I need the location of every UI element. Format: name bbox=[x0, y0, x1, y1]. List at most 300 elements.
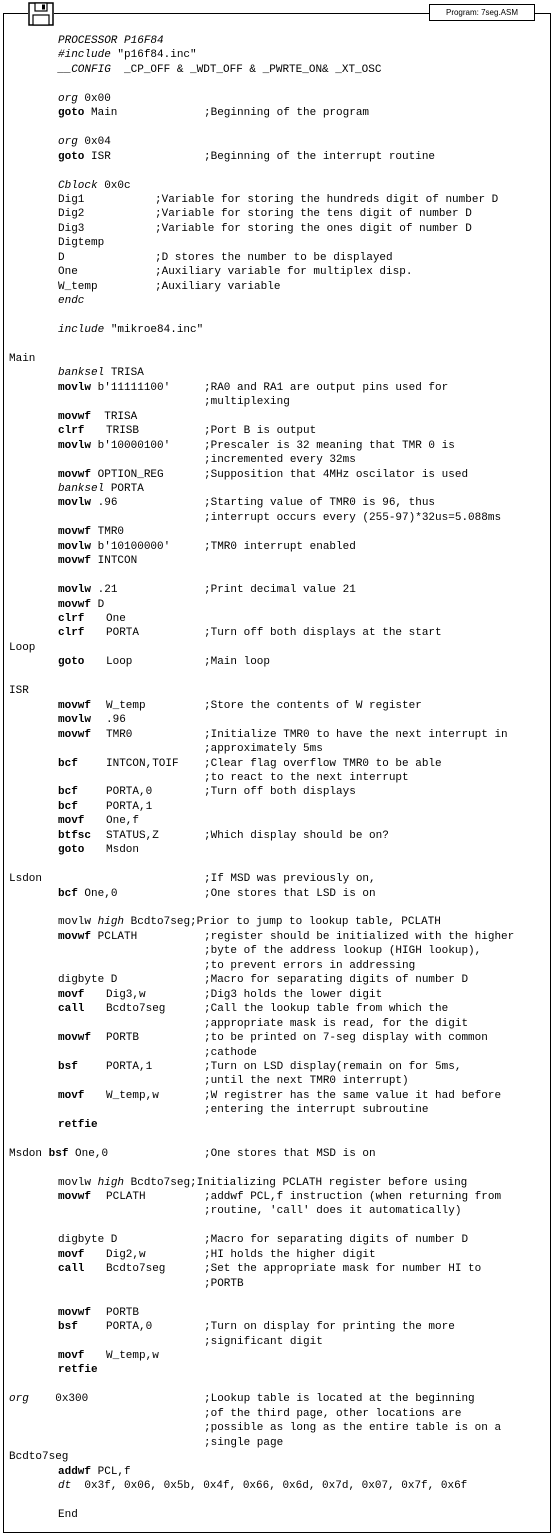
code-segment bbox=[58, 843, 84, 857]
code-token: digbyte D bbox=[58, 1234, 118, 1247]
code-segment bbox=[58, 1060, 78, 1074]
code-token: ;Dig3 holds the lower digit bbox=[204, 988, 383, 1001]
code-segment bbox=[204, 1074, 409, 1088]
code-segment bbox=[106, 800, 152, 814]
code-token: bcf bbox=[58, 887, 78, 900]
code-segment bbox=[204, 106, 369, 120]
code-token: ;addwf PCL,f instruction (when returning from bbox=[204, 1191, 502, 1203]
code-token: ;Variable for storing the tens digit of number D bbox=[155, 208, 472, 221]
code-segment bbox=[9, 1450, 68, 1464]
code-segment bbox=[204, 1248, 376, 1262]
code-segment bbox=[204, 1017, 468, 1031]
code-token: ;Port B is output bbox=[204, 425, 317, 438]
code-segment bbox=[58, 800, 78, 814]
code-segment bbox=[58, 554, 137, 568]
code-token: ;Auxiliary variable bbox=[155, 280, 281, 293]
code-segment bbox=[204, 699, 422, 713]
code-segment bbox=[106, 1060, 152, 1074]
code-segment bbox=[204, 785, 356, 799]
code-token: Dig2,w bbox=[106, 1248, 146, 1261]
code-token: retfie bbox=[58, 1364, 98, 1377]
code-token: ;entering the interrupt subroutine bbox=[204, 1104, 429, 1117]
code-token: INTCON,TOIF bbox=[106, 757, 179, 770]
code-token: ;One stores that LSD is on bbox=[204, 887, 376, 900]
code-token: ;If MSD was previously on, bbox=[204, 873, 376, 886]
code-segment bbox=[58, 179, 131, 193]
code-token: ;Macro for separating digits of number D bbox=[204, 1234, 469, 1247]
code-token: goto bbox=[58, 844, 85, 857]
code-segment bbox=[58, 482, 144, 496]
code-token: PCLATH bbox=[106, 1191, 146, 1203]
code-segment bbox=[58, 915, 441, 929]
code-segment bbox=[58, 48, 197, 62]
code-segment bbox=[58, 785, 78, 799]
code-segment bbox=[204, 1436, 283, 1450]
code-token: movwf bbox=[58, 1191, 92, 1203]
code-segment bbox=[58, 757, 78, 771]
code-token: D bbox=[58, 251, 65, 264]
code-segment bbox=[155, 207, 472, 221]
code-segment bbox=[58, 887, 117, 901]
code-segment bbox=[204, 1233, 468, 1247]
code-token: ;incremented every 32ms bbox=[204, 454, 356, 467]
code-token: ;Clear flag overflow TMR0 to be able bbox=[204, 757, 442, 770]
code-segment bbox=[204, 1407, 461, 1421]
code-token: TMR0 bbox=[106, 728, 133, 741]
code-token: movwf bbox=[58, 598, 92, 611]
code-token: "p16f84.inc" bbox=[110, 49, 197, 62]
code-segment bbox=[106, 728, 132, 742]
code-segment bbox=[9, 872, 42, 886]
code-segment bbox=[58, 598, 104, 612]
code-token: W_temp,w bbox=[106, 1089, 159, 1102]
code-segment bbox=[204, 872, 376, 886]
code-token: org bbox=[9, 1393, 29, 1406]
code-token: btfsc bbox=[58, 829, 92, 842]
code-token: bcf bbox=[58, 757, 78, 770]
code-token: PCLATH bbox=[91, 930, 138, 943]
code-token: movlw bbox=[58, 1176, 92, 1189]
code-segment bbox=[155, 193, 498, 207]
code-token: One,0 bbox=[68, 1147, 109, 1160]
code-segment bbox=[106, 1320, 152, 1334]
code-segment bbox=[58, 1262, 84, 1276]
code-token: movf bbox=[58, 1089, 85, 1102]
code-token: ;Auxiliary variable for multiplex disp. bbox=[155, 266, 413, 279]
code-segment bbox=[106, 626, 139, 640]
code-token: movwf bbox=[58, 526, 92, 539]
code-segment bbox=[58, 1306, 91, 1320]
code-segment bbox=[58, 410, 137, 424]
code-token: ;Initialize TMR0 to have the next interrupt in bbox=[204, 728, 508, 741]
code-segment bbox=[58, 424, 84, 438]
code-segment bbox=[204, 1046, 257, 1060]
code-segment bbox=[58, 1190, 91, 1204]
code-segment bbox=[204, 930, 514, 944]
code-token: movlw bbox=[58, 584, 92, 597]
code-segment bbox=[58, 829, 91, 843]
code-token: Msdon bbox=[106, 844, 140, 857]
code-segment bbox=[204, 1262, 481, 1276]
code-token: Bcdto7seg bbox=[9, 1451, 69, 1464]
code-segment bbox=[106, 612, 126, 626]
code-segment bbox=[106, 655, 132, 669]
code-token: movf bbox=[58, 1248, 85, 1261]
code-segment bbox=[58, 612, 84, 626]
code-segment bbox=[204, 1002, 448, 1016]
code-token: ;Turn off both displays at the start bbox=[204, 627, 442, 640]
code-segment bbox=[58, 323, 203, 337]
code-token: Cblock bbox=[58, 179, 98, 192]
code-token: W_temp bbox=[58, 280, 98, 293]
code-token: ;Variable for storing the ones digit of number D bbox=[155, 222, 472, 235]
code-segment bbox=[204, 1103, 428, 1117]
code-token: OPTION_REG bbox=[91, 468, 164, 481]
code-token: goto bbox=[58, 107, 85, 120]
code-token: 0x3f, 0x06, 0x5b, 0x4f, 0x66, 0x6d, 0x7d, 0x07, 0x7f, 0x6f bbox=[71, 1480, 468, 1492]
code-token: movlw bbox=[58, 439, 92, 452]
code-token: ;Print decimal value 21 bbox=[204, 584, 356, 597]
code-token: W_temp,w bbox=[106, 1349, 159, 1362]
code-segment bbox=[204, 728, 508, 742]
code-token: movf bbox=[58, 1349, 85, 1362]
code-segment bbox=[204, 973, 468, 987]
code-token: "mikroe84.inc" bbox=[104, 324, 204, 336]
code-segment bbox=[204, 887, 376, 901]
code-token: addwf bbox=[58, 1465, 92, 1478]
code-token: TMR0 bbox=[91, 526, 125, 539]
code-segment bbox=[204, 1421, 501, 1435]
code-segment bbox=[58, 1233, 117, 1247]
code-segment bbox=[58, 150, 111, 164]
code-token: PORTA,0 bbox=[106, 786, 153, 799]
code-token: high bbox=[97, 916, 125, 929]
code-token: PORTA,0 bbox=[106, 1321, 153, 1334]
code-segment bbox=[106, 1306, 139, 1320]
code-token: Main bbox=[84, 107, 118, 120]
code-segment bbox=[58, 713, 91, 727]
code-token: movf bbox=[58, 815, 85, 828]
code-token: 0x04 bbox=[77, 136, 111, 149]
code-segment bbox=[58, 193, 84, 207]
code-token: Bcdto7seg;Initializing PCLATH register before using bbox=[124, 1176, 468, 1189]
code-segment bbox=[58, 63, 381, 77]
code-token bbox=[91, 916, 98, 928]
code-segment bbox=[106, 424, 139, 438]
code-segment bbox=[58, 1002, 84, 1016]
code-token: org bbox=[58, 92, 78, 105]
code-token: STATUS,Z bbox=[106, 829, 159, 842]
code-token: One bbox=[58, 266, 78, 279]
code-segment bbox=[58, 1349, 84, 1363]
code-token: ;appropriate mask is read, for the digit bbox=[204, 1017, 469, 1030]
code-token: Dig3,w bbox=[106, 988, 146, 1001]
code-token: call bbox=[58, 1263, 85, 1276]
code-token: Lsdon bbox=[9, 873, 43, 886]
code-token bbox=[42, 1148, 49, 1160]
code-token: ;approximately 5ms bbox=[204, 743, 323, 756]
code-segment bbox=[58, 540, 170, 554]
code-token: Dig2 bbox=[58, 208, 85, 221]
code-token: include bbox=[58, 324, 105, 336]
code-segment bbox=[58, 626, 84, 640]
code-token: .96 bbox=[91, 497, 118, 510]
code-segment bbox=[204, 1147, 376, 1161]
program-filename-label: Program: 7seg.ASM bbox=[429, 4, 535, 21]
code-token: Digtemp bbox=[58, 237, 105, 250]
code-token: ;routine, 'call' does it automatically) bbox=[204, 1205, 462, 1218]
code-segment bbox=[204, 1204, 461, 1218]
code-token: One bbox=[106, 613, 126, 625]
code-token: _CP_OFF & _WDT_OFF & _PWRTE_ON& _XT_OSC bbox=[110, 63, 382, 76]
code-token: bsf bbox=[58, 1060, 78, 1073]
code-token: bcf bbox=[58, 786, 78, 799]
code-segment bbox=[204, 540, 356, 554]
code-segment bbox=[58, 1465, 131, 1479]
code-token: clrf bbox=[58, 613, 85, 625]
code-segment bbox=[58, 251, 65, 265]
code-token: ;to react to the next interrupt bbox=[204, 771, 409, 784]
code-segment bbox=[58, 655, 84, 669]
code-segment bbox=[106, 1248, 146, 1262]
code-token bbox=[91, 1177, 98, 1189]
code-token: call bbox=[58, 1003, 85, 1016]
code-token: .21 bbox=[91, 584, 118, 597]
code-segment bbox=[204, 742, 323, 756]
code-token: ;W registrer has the same value it had before bbox=[204, 1089, 502, 1102]
code-token: movwf bbox=[58, 410, 92, 423]
code-token: goto bbox=[58, 656, 85, 669]
code-segment bbox=[58, 699, 91, 713]
code-token: 0x0c bbox=[97, 179, 131, 192]
code-token: bcf bbox=[58, 800, 78, 813]
code-token: PORTA,1 bbox=[106, 1060, 153, 1073]
code-token: #include bbox=[58, 49, 111, 62]
save-disk-icon[interactable] bbox=[28, 2, 54, 26]
code-token: 0x300 bbox=[28, 1393, 89, 1406]
code-token: movlw bbox=[58, 916, 92, 929]
code-token: Bcdto7seg;Prior to jump to lookup table, PCLATH bbox=[124, 916, 441, 929]
code-segment bbox=[204, 1190, 501, 1204]
code-token: ISR bbox=[84, 150, 111, 163]
code-token: PORTA bbox=[104, 482, 144, 495]
code-segment bbox=[106, 785, 152, 799]
code-segment bbox=[58, 280, 98, 294]
code-token: movlw bbox=[58, 714, 92, 727]
code-token: Bcdto7seg bbox=[106, 1263, 166, 1276]
code-segment bbox=[106, 814, 139, 828]
code-token: clrf bbox=[58, 425, 85, 438]
code-token: 0x00 bbox=[77, 92, 111, 105]
code-token: high bbox=[97, 1176, 125, 1189]
code-token: INTCON bbox=[91, 555, 138, 568]
code-token: ;TMR0 interrupt enabled bbox=[204, 540, 356, 553]
code-token: ;Beginning of the program bbox=[204, 107, 370, 120]
code-token: ;Beginning of the interrupt routine bbox=[204, 150, 436, 163]
code-token: b'10100000' bbox=[91, 540, 171, 553]
code-token: ;interrupt occurs every (255-97)*32us=5.088ms bbox=[204, 511, 502, 524]
code-segment bbox=[58, 1248, 84, 1262]
code-segment bbox=[204, 453, 356, 467]
code-token: movwf bbox=[58, 728, 92, 741]
code-token: ;significant digit bbox=[204, 1335, 323, 1348]
code-segment bbox=[155, 280, 280, 294]
code-token: dt bbox=[58, 1480, 72, 1492]
code-token: ;Which display should be on? bbox=[204, 829, 389, 842]
code-segment bbox=[58, 265, 78, 279]
code-segment bbox=[58, 135, 111, 149]
code-token: Main bbox=[9, 352, 36, 365]
code-token: ;Supposition that 4MHz oscilator is used bbox=[204, 468, 469, 481]
code-token: b'11111100' bbox=[91, 381, 171, 394]
code-segment bbox=[204, 988, 382, 1002]
code-segment bbox=[58, 525, 124, 539]
code-token: ;Prescaler is 32 meaning that TMR 0 is bbox=[204, 439, 455, 452]
code-segment bbox=[204, 468, 468, 482]
code-token: PROCESSOR P16F84 bbox=[58, 35, 164, 47]
code-segment bbox=[106, 1349, 159, 1363]
code-segment bbox=[58, 439, 170, 453]
code-token: org bbox=[58, 136, 78, 149]
code-segment bbox=[204, 583, 356, 597]
code-segment bbox=[204, 496, 435, 510]
code-token: Loop bbox=[9, 641, 36, 654]
code-token: Loop bbox=[106, 656, 133, 669]
code-segment bbox=[204, 424, 316, 438]
code-segment bbox=[58, 381, 170, 395]
code-segment bbox=[106, 1190, 146, 1204]
code-token: ;Call the lookup table from which the bbox=[204, 1003, 449, 1016]
code-segment bbox=[204, 1089, 501, 1103]
code-segment bbox=[204, 655, 270, 669]
code-segment bbox=[155, 265, 412, 279]
code-segment bbox=[204, 381, 448, 395]
code-segment bbox=[9, 684, 29, 698]
code-token: TRISB bbox=[106, 425, 140, 438]
code-token: ;register should be initialized with the higher bbox=[204, 930, 515, 943]
code-token: ;possible as long as the entire table is on a bbox=[204, 1422, 502, 1435]
code-token: ;Turn off both displays bbox=[204, 786, 356, 799]
code-segment bbox=[204, 1335, 323, 1349]
code-segment bbox=[58, 583, 117, 597]
code-segment bbox=[106, 1002, 165, 1016]
code-token: movlw bbox=[58, 381, 92, 394]
code-token: ;PORTB bbox=[204, 1277, 244, 1290]
code-segment bbox=[204, 511, 501, 525]
code-token: bsf bbox=[58, 1321, 78, 1334]
code-segment bbox=[204, 944, 481, 958]
code-segment bbox=[58, 236, 104, 250]
code-segment bbox=[58, 1479, 467, 1493]
code-segment bbox=[204, 1320, 455, 1334]
code-segment bbox=[58, 1118, 98, 1132]
code-segment bbox=[58, 1363, 98, 1377]
code-token: ;Set the appropriate mask for number HI to bbox=[204, 1263, 482, 1276]
code-segment bbox=[58, 1320, 78, 1334]
code-segment bbox=[106, 843, 139, 857]
code-segment bbox=[9, 1147, 108, 1161]
code-token: Dig1 bbox=[58, 193, 85, 206]
code-token: PORTB bbox=[106, 1032, 140, 1045]
code-segment bbox=[9, 641, 35, 655]
code-token: ;Main loop bbox=[204, 656, 271, 669]
code-token: banksel bbox=[58, 367, 105, 380]
code-token: One,f bbox=[106, 815, 140, 828]
code-token: .96 bbox=[106, 714, 126, 727]
code-token: ;Store the contents of W register bbox=[204, 699, 422, 712]
code-token: ;multiplexing bbox=[204, 396, 290, 409]
code-segment bbox=[204, 959, 415, 973]
code-token: ;single page bbox=[204, 1436, 284, 1449]
code-segment bbox=[106, 829, 159, 843]
code-segment bbox=[58, 930, 137, 944]
code-token: movwf bbox=[58, 1306, 92, 1319]
code-token: movwf bbox=[58, 930, 92, 943]
code-segment bbox=[9, 352, 35, 366]
code-token: ;cathode bbox=[204, 1046, 257, 1059]
code-segment bbox=[204, 1060, 461, 1074]
code-token: TRISA bbox=[91, 410, 138, 423]
code-token: movlw bbox=[58, 497, 92, 510]
code-segment bbox=[58, 468, 164, 482]
code-segment bbox=[58, 496, 117, 510]
code-token: Msdon bbox=[9, 1147, 43, 1160]
code-segment bbox=[58, 973, 117, 987]
code-token: ;to prevent errors in addressing bbox=[204, 959, 416, 972]
code-segment bbox=[58, 222, 84, 236]
code-segment bbox=[58, 1089, 84, 1103]
code-segment bbox=[58, 92, 111, 106]
code-segment bbox=[204, 1031, 488, 1045]
code-token: ;until the next TMR0 interrupt) bbox=[204, 1075, 409, 1088]
code-token: ;HI holds the higher digit bbox=[204, 1248, 376, 1261]
code-segment bbox=[204, 771, 409, 785]
code-token: movwf bbox=[58, 468, 92, 481]
code-token: goto bbox=[58, 150, 85, 163]
code-segment bbox=[106, 757, 179, 771]
code-token: Dig3 bbox=[58, 222, 85, 235]
code-token: PORTB bbox=[106, 1306, 140, 1319]
code-token: End bbox=[58, 1508, 78, 1521]
code-token: ;to be printed on 7-seg display with common bbox=[204, 1032, 488, 1045]
code-segment bbox=[58, 1176, 467, 1190]
code-segment bbox=[58, 366, 144, 380]
code-token: ISR bbox=[9, 685, 29, 698]
code-token: ;Turn on LSD display(remain on for 5ms, bbox=[204, 1060, 462, 1073]
code-token: ;One stores that MSD is on bbox=[204, 1147, 376, 1160]
code-token: ;D stores the number to be displayed bbox=[155, 251, 393, 264]
code-token: __CONFIG bbox=[58, 63, 111, 76]
code-segment bbox=[155, 222, 472, 236]
code-token: movlw bbox=[58, 540, 92, 553]
code-segment bbox=[106, 988, 146, 1002]
code-token: ;Starting value of TMR0 is 96, thus bbox=[204, 497, 436, 510]
code-token: movf bbox=[58, 988, 85, 1001]
code-token: banksel bbox=[58, 482, 105, 495]
code-segment bbox=[58, 1031, 91, 1045]
code-segment bbox=[204, 395, 290, 409]
code-token: TRISA bbox=[104, 367, 144, 380]
code-token: clrf bbox=[58, 627, 85, 640]
code-token: W_temp bbox=[106, 699, 146, 712]
code-token: movwf bbox=[58, 1032, 92, 1045]
code-token: One,0 bbox=[77, 887, 118, 900]
code-segment bbox=[58, 207, 84, 221]
code-segment bbox=[58, 728, 91, 742]
code-segment bbox=[9, 1392, 88, 1406]
code-token: ;Macro for separating digits of number D bbox=[204, 974, 469, 987]
code-segment bbox=[204, 439, 455, 453]
